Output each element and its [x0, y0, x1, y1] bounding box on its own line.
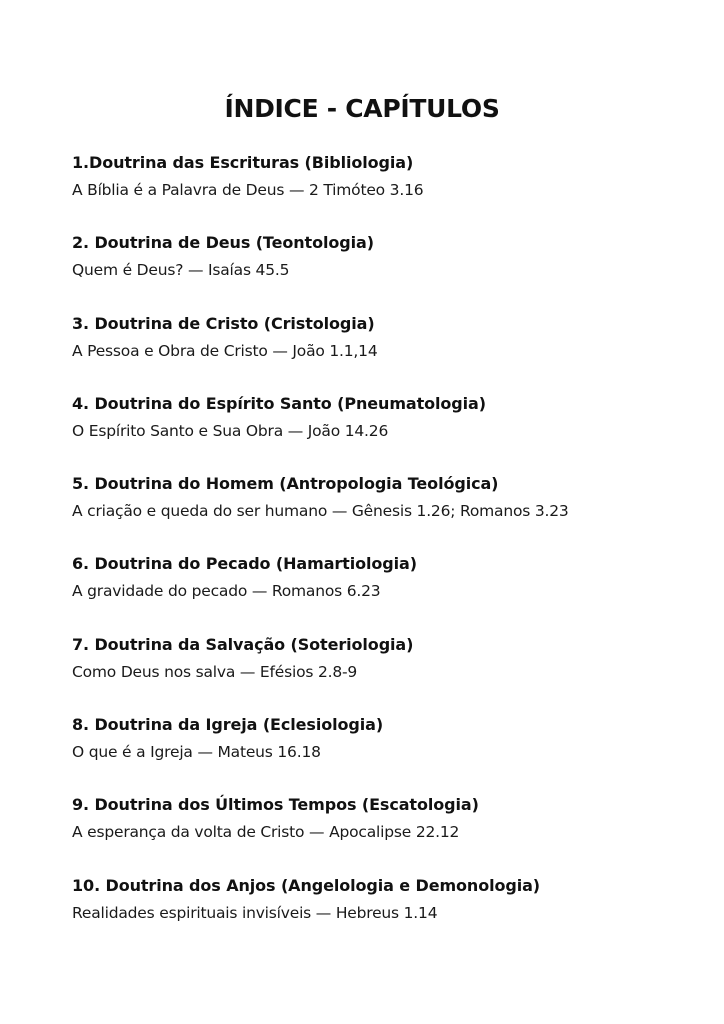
- toc-entry-subtitle: O que é a Igreja — Mateus 16.18: [72, 743, 321, 762]
- toc-entry-2: [72, 230, 692, 310]
- toc-entry-7: [72, 632, 692, 712]
- toc-entry-4: [72, 391, 692, 471]
- toc-entry-heading: 10. Doutrina dos Anjos (Angelologia e Demonologia): [72, 875, 541, 895]
- toc-entry-1: [72, 150, 692, 230]
- toc-entry-subtitle: A gravidade do pecado — Romanos 6.23: [72, 582, 381, 601]
- toc-entry-heading: 3. Doutrina de Cristo (Cristologia): [72, 313, 375, 333]
- toc-entry-subtitle: A esperança da volta de Cristo — Apocalipse 22.12: [72, 823, 460, 842]
- toc-entry-heading: 9. Doutrina dos Últimos Tempos (Escatologia): [72, 795, 479, 815]
- table-of-contents: [72, 150, 692, 953]
- toc-entry-subtitle: A Pessoa e Obra de Cristo — João 1.1,14: [72, 341, 378, 360]
- toc-entry-subtitle: Como Deus nos salva — Efésios 2.8-9: [72, 662, 358, 681]
- toc-entry-subtitle: O Espírito Santo e Sua Obra — João 14.26: [72, 421, 389, 440]
- toc-entry-subtitle: A criação e queda do ser humano — Gênesis 1.26; Romanos 3.23: [72, 502, 569, 521]
- toc-entry-heading: 8. Doutrina da Igreja (Eclesiologia): [72, 715, 384, 735]
- toc-entry-subtitle: A Bíblia é a Palavra de Deus — 2 Timóteo 3.16: [72, 181, 424, 199]
- toc-entry-8: [72, 712, 692, 792]
- toc-entry-heading: 4. Doutrina do Espírito Santo (Pneumatologia): [72, 393, 486, 413]
- toc-entry-heading: 2. Doutrina de Deus (Teontologia): [72, 233, 374, 253]
- toc-entry-6: [72, 551, 692, 631]
- toc-entry-5: [72, 471, 692, 551]
- toc-entry-heading: 1.Doutrina das Escrituras (Bibliologia): [72, 153, 414, 172]
- toc-entry-heading: 6. Doutrina do Pecado (Hamartiologia): [72, 554, 417, 574]
- toc-entry-10: [72, 873, 692, 953]
- toc-entry-9: [72, 792, 692, 872]
- toc-entry-subtitle: Quem é Deus? — Isaías 45.5: [72, 261, 290, 280]
- toc-entry-3: [72, 311, 692, 391]
- page-title: ÍNDICE - CAPÍTULOS: [224, 94, 500, 123]
- toc-entry-subtitle: Realidades espirituais invisíveis — Hebreus 1.14: [72, 903, 438, 922]
- toc-entry-heading: 5. Doutrina do Homem (Antropologia Teológica): [72, 474, 499, 494]
- toc-entry-heading: 7. Doutrina da Salvação (Soteriologia): [72, 634, 414, 654]
